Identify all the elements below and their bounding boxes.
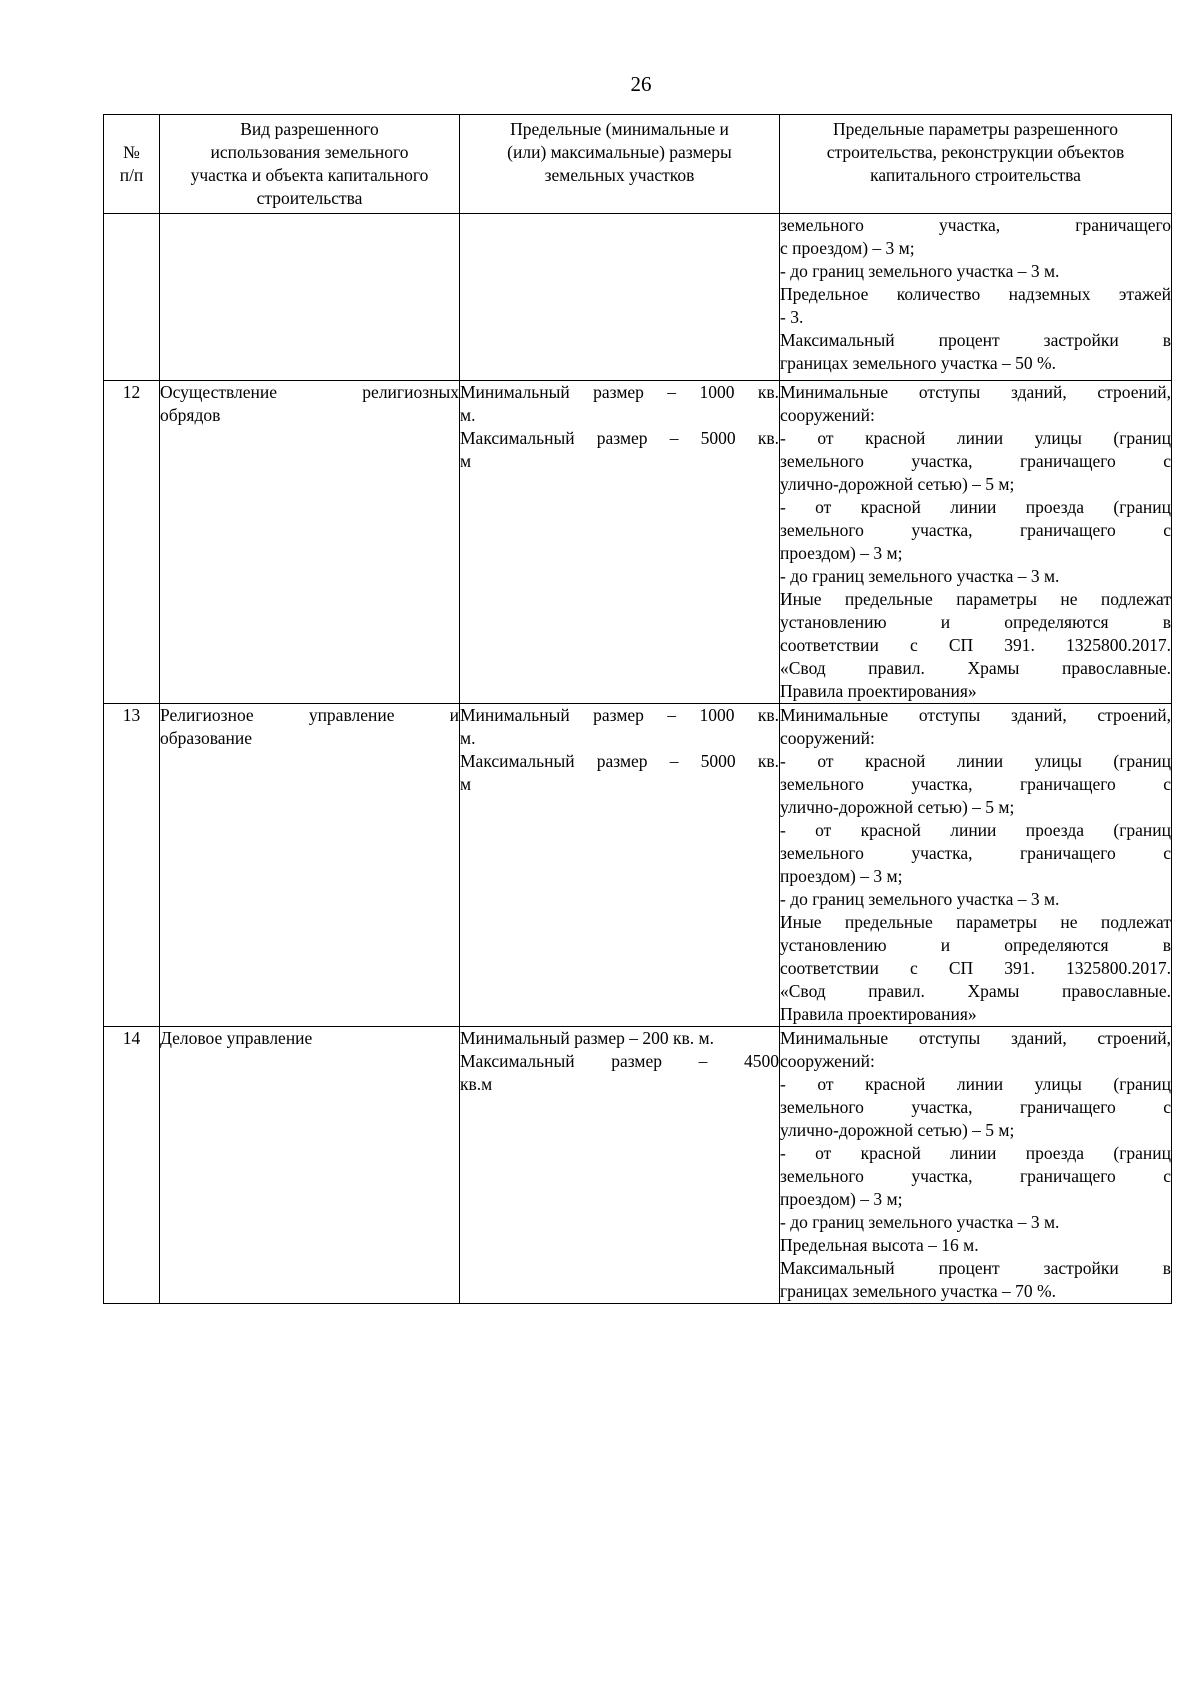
row-number: 13	[104, 704, 160, 1027]
cell-text-line: м.	[460, 405, 476, 425]
cell-text-line: Осуществление религиозных	[160, 382, 459, 402]
cell-text-line: «Свод правил. Храмы православные.	[780, 658, 1171, 678]
cell-text-line: - от красной линии проезда (границ	[780, 1143, 1171, 1163]
cell-text-line: установлению и определяются в	[780, 612, 1171, 632]
cell-params	[780, 704, 1172, 1027]
cell-text-line: образование	[160, 728, 253, 748]
cell-text-line: - от красной линии проезда (границ	[780, 497, 1171, 517]
header-size-line: (или) максимальные) размеры	[507, 142, 732, 162]
cell-text-line: - от красной линии проезда (границ	[780, 820, 1171, 840]
cell-text-line: проездом) – 3 м;	[780, 1189, 903, 1209]
cell-text-line: Максимальный размер – 5000 кв.	[460, 428, 779, 448]
header-params-line: строительства, реконструкции объектов	[826, 142, 1125, 162]
cell-text-line: улично-дорожной сетью) – 5 м;	[780, 1120, 1015, 1140]
cell-text-line: земельного участка, граничащего с	[780, 843, 1171, 863]
cell-text-line: земельного участка, граничащего с	[780, 520, 1171, 540]
cell-text-line: Максимальный процент застройки в	[780, 330, 1171, 350]
cell-text-line: - от красной линии улицы (границ	[780, 1074, 1171, 1094]
cell-text-line: - до границ земельного участка – 3 м.	[780, 889, 1060, 909]
cell-text-line: земельного участка, граничащего с	[780, 1166, 1171, 1186]
cell-text-line: земельного участка, граничащего с	[780, 1097, 1171, 1117]
header-size	[460, 115, 780, 214]
cell-text-line: установлению и определяются в	[780, 935, 1171, 955]
cell-text-line: проездом) – 3 м;	[780, 543, 903, 563]
cell-text-line: Минимальный размер – 200 кв. м.	[460, 1028, 714, 1048]
cell-use	[160, 214, 460, 381]
cell-text-line: м.	[460, 728, 476, 748]
cell-text-line: соответствии с СП 391. 1325800.2017.	[780, 958, 1171, 978]
cell-params	[780, 214, 1172, 381]
cell-text-line: Минимальные отступы зданий, строений,	[780, 1028, 1171, 1048]
cell-text-line: Религиозное управление и	[160, 705, 459, 725]
cell-text-line: сооружений:	[780, 728, 875, 748]
cell-text-line: Предельное количество надземных этажей	[780, 284, 1171, 304]
table-body	[104, 214, 1172, 1304]
header-use	[160, 115, 460, 214]
header-use-line: использования земельного	[210, 142, 409, 162]
table-row	[104, 214, 1172, 381]
cell-text-line: проездом) – 3 м;	[780, 866, 903, 886]
cell-text-line: Максимальный размер – 4500	[460, 1051, 779, 1071]
land-use-regulations-table	[103, 114, 1172, 1304]
page-number: 26	[630, 72, 652, 96]
header-num	[104, 115, 160, 214]
cell-text-line: - до границ земельного участка – 3 м.	[780, 1212, 1060, 1232]
header-params-line: капитального строительства	[870, 165, 1081, 185]
cell-text-line: Иные предельные параметры не подлежат	[780, 589, 1171, 609]
cell-text-line: Минимальные отступы зданий, строений,	[780, 705, 1171, 725]
header-size-line: земельных участков	[544, 165, 695, 185]
cell-use	[160, 381, 460, 704]
cell-text-line: Правила проектирования»	[780, 1004, 977, 1024]
row-number	[104, 214, 160, 381]
cell-text-line: земельного участка, граничащего с	[780, 774, 1171, 794]
row-number: 12	[104, 381, 160, 704]
header-params-line: Предельные параметры разрешенного	[833, 119, 1118, 139]
cell-text-line: земельного участка, граничащего	[780, 215, 1171, 235]
cell-text-line: Деловое управление	[160, 1028, 313, 1048]
cell-size	[460, 214, 780, 381]
cell-text-line: Максимальный процент застройки в	[780, 1258, 1171, 1278]
cell-text-line: - от красной линии улицы (границ	[780, 428, 1171, 448]
cell-text-line: Минимальные отступы зданий, строений,	[780, 382, 1171, 402]
cell-text-line: границах земельного участка – 50 %.	[780, 353, 1056, 373]
header-params	[780, 115, 1172, 214]
cell-use	[160, 1027, 460, 1304]
cell-text-line: Правила проектирования»	[780, 681, 977, 701]
header-num-line: №	[123, 142, 140, 162]
cell-text-line: м	[460, 774, 472, 794]
cell-text-line: с проездом) – 3 м;	[780, 238, 915, 258]
header-num-line: п/п	[119, 165, 144, 185]
cell-text-line: Минимальный размер – 1000 кв.	[460, 382, 779, 402]
table-row	[104, 704, 1172, 1027]
cell-text-line: Минимальный размер – 1000 кв.	[460, 705, 779, 725]
cell-text-line: Максимальный размер – 5000 кв.	[460, 751, 779, 771]
table-header-row	[104, 115, 1172, 214]
cell-text-line: - до границ земельного участка – 3 м.	[780, 261, 1060, 281]
cell-text-line: Предельная высота – 16 м.	[780, 1235, 979, 1255]
cell-params	[780, 381, 1172, 704]
header-size-line: Предельные (минимальные и	[510, 119, 729, 139]
cell-params	[780, 1027, 1172, 1304]
row-number: 14	[104, 1027, 160, 1304]
cell-text-line: кв.м	[460, 1074, 493, 1094]
cell-text-line: сооружений:	[780, 1051, 875, 1071]
cell-text-line: улично-дорожной сетью) – 5 м;	[780, 797, 1015, 817]
cell-text-line: Иные предельные параметры не подлежат	[780, 912, 1171, 932]
cell-text-line: границах земельного участка – 70 %.	[780, 1281, 1056, 1301]
header-use-line: строительства	[256, 188, 363, 208]
cell-size	[460, 381, 780, 704]
cell-text-line: м	[460, 451, 472, 471]
cell-text-line: - до границ земельного участка – 3 м.	[780, 566, 1060, 586]
cell-text-line: улично-дорожной сетью) – 5 м;	[780, 474, 1015, 494]
table-row	[104, 381, 1172, 704]
cell-text-line: соответствии с СП 391. 1325800.2017.	[780, 635, 1171, 655]
table-row	[104, 1027, 1172, 1304]
cell-size	[460, 704, 780, 1027]
header-use-line: Вид разрешенного	[240, 119, 379, 139]
cell-text-line: земельного участка, граничащего с	[780, 451, 1171, 471]
cell-text-line: сооружений:	[780, 405, 875, 425]
cell-text-line: обрядов	[160, 405, 221, 425]
cell-size	[460, 1027, 780, 1304]
cell-use	[160, 704, 460, 1027]
cell-text-line: «Свод правил. Храмы православные.	[780, 981, 1171, 1001]
header-use-line: участка и объекта капитального	[190, 165, 429, 185]
cell-text-line: - 3.	[780, 307, 804, 327]
cell-text-line: - от красной линии улицы (границ	[780, 751, 1171, 771]
